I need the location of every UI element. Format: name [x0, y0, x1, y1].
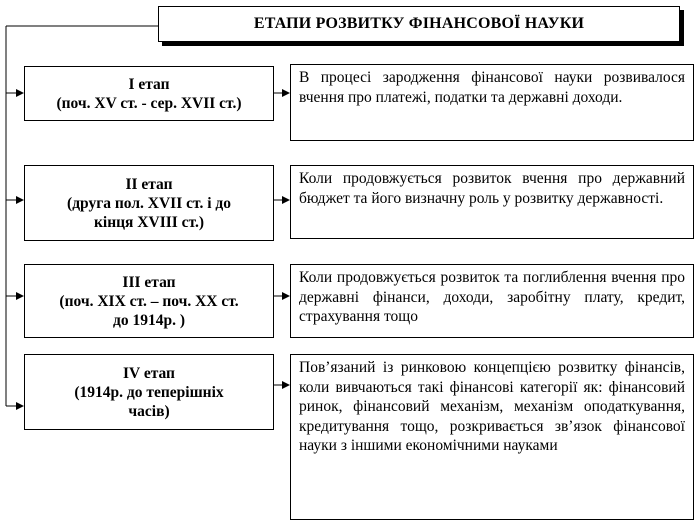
- stage-name-2: ІІ етап: [125, 175, 173, 193]
- stage-period-2-line-2: кінця XVIII ст.): [93, 213, 205, 231]
- stage-period-4-line-2: часів): [128, 402, 170, 420]
- stage-name-1: І етап: [128, 75, 170, 93]
- stage-name-4: ІV етап: [123, 364, 175, 382]
- stage-description-3: Коли продовжується розвиток та поглиблення вчення про державні фінанси, доходи, заробітну плату, кредит, страхування тощо: [290, 264, 694, 338]
- stage-description-1: В процесі зародження фінансової науки розвивалося вчення про платежі, податки та державні доходи.: [290, 64, 694, 141]
- stage-box-3: [24, 264, 274, 338]
- stage-name-3: ІІІ етап: [122, 273, 176, 291]
- stage-period-3-line-1: (поч. XIX ст. – поч. XX ст.: [59, 292, 239, 310]
- stage-box-4: [24, 354, 274, 430]
- stage-description-4: Пов’язаний із ринковою концепцією розвитку фінансів, коли вивчаються такі фінансові категорії як: фінансовий ринок, фінансовий механізм, механізм оподаткування, кредитування тощо, розкривається зв’язок фінансової науки з іншими економічними науками: [290, 354, 694, 520]
- stage-box-1: [24, 66, 274, 121]
- diagram-title: ЕТАПИ РОЗВИТКУ ФІНАНСОВОЇ НАУКИ: [158, 6, 680, 42]
- stage-description-2: Коли продовжується розвиток вчення про державний бюджет та його визначну роль у розвитку державності.: [290, 165, 694, 239]
- stage-period-4-line-1: (1914р. до теперішніх: [74, 383, 224, 401]
- stage-period-1-line-1: (поч. XV ст. - сер. XVII ст.): [56, 94, 242, 112]
- stage-period-3-line-2: до 1914р. ): [113, 311, 185, 329]
- stage-box-2: [24, 165, 274, 241]
- stage-period-2-line-1: (друга пол. XVII ст. і до: [67, 194, 231, 212]
